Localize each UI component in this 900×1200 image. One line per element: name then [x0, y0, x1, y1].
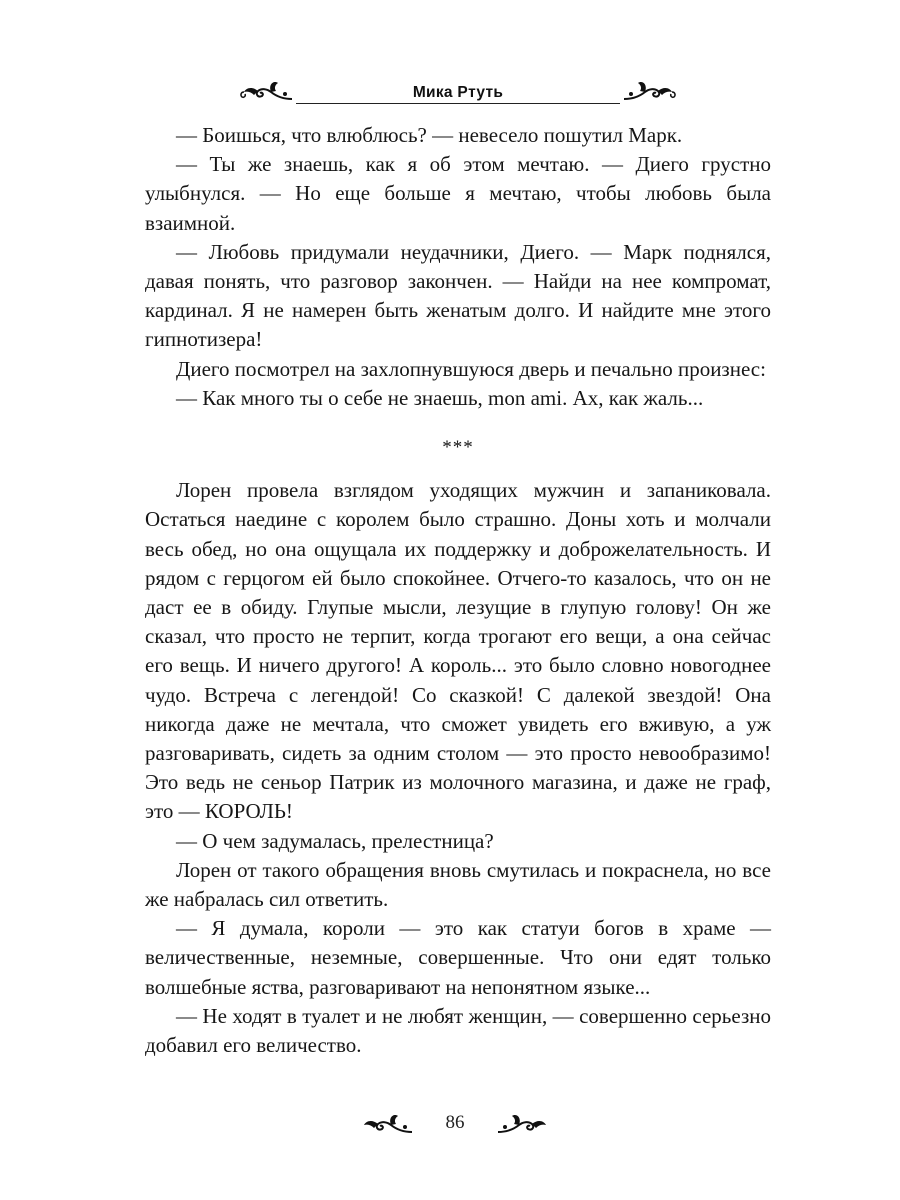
page-number: 86 — [445, 1112, 465, 1133]
paragraph: Лорен от такого обращения вновь смутилась и покраснела, но все же набралась сил ответить. — [145, 857, 771, 912]
paragraph: — Любовь придумали неудачники, Диего. — Марк поднялся, давая понять, что разговор закончен. — Найди на нее компромат, кардинал. Я не намерен быть женатым долго. И найдите мне этого гипнотизера! — [145, 239, 771, 352]
book-title: Мика Ртуть — [412, 84, 504, 101]
paragraph: — Ты же знаешь, как я об этом мечтаю. — Диего грустно улыбнулся. — Но еще больше я мечтаю, чтобы любовь была взаимной. — [145, 152, 771, 235]
paragraph: — Я думала, короли — это как статуи богов в храме — величественные, неземные, совершенные. Что они едят только волшебные яства, разговаривают на непонятном языке... — [145, 916, 771, 999]
paragraph: — О чем задумалась, прелестница? — [176, 828, 494, 853]
footer-flourish-right-icon — [496, 1112, 550, 1138]
paragraph: — Как много ты о себе не знаешь, mon ami. Ах, как жаль... — [176, 385, 704, 410]
paragraph: Диего посмотрел на захлопнувшуюся дверь и печально произнес: — [176, 356, 766, 381]
running-header — [238, 72, 678, 112]
header-rule — [296, 103, 620, 104]
page-body — [145, 121, 771, 1060]
paragraph: — Боишься, что влюблюсь? — невесело пошутил Марк. — [176, 123, 683, 147]
page-footer — [360, 1110, 550, 1146]
flourish-right-icon — [622, 78, 678, 104]
paragraph: — Не ходят в туалет и не любят женщин, — совершенно серьезно добавил его величество. — [145, 1003, 771, 1058]
scene-break: *** — [442, 437, 474, 459]
paragraph: Лорен провела взглядом уходящих мужчин и запаниковала. Остаться наедине с королем было страшно. Доны хоть и молчали весь обед, но она ощущала их поддержку и доброжелательность. И рядом с герцогом ей было спокойнее. Отчего-то казалось, что он не даст ее в обиду. Глупые мысли, лезущие в глупую голову! Он же сказал, что просто не терпит, когда трогают его вещи, а она сейчас его вещь. И ничего другого! А король... это было словно новогоднее чудо. Встреча с легендой! Со сказкой! С далекой звездой! Она никогда даже не мечтала, что сможет увидеть его вживую, а уж разговаривать, сидеть за одним столом — это просто невообразимо! Это ведь не сеньор Патрик из молочного магазина, и даже не граф, это — КОРОЛЬ! — [145, 478, 771, 824]
